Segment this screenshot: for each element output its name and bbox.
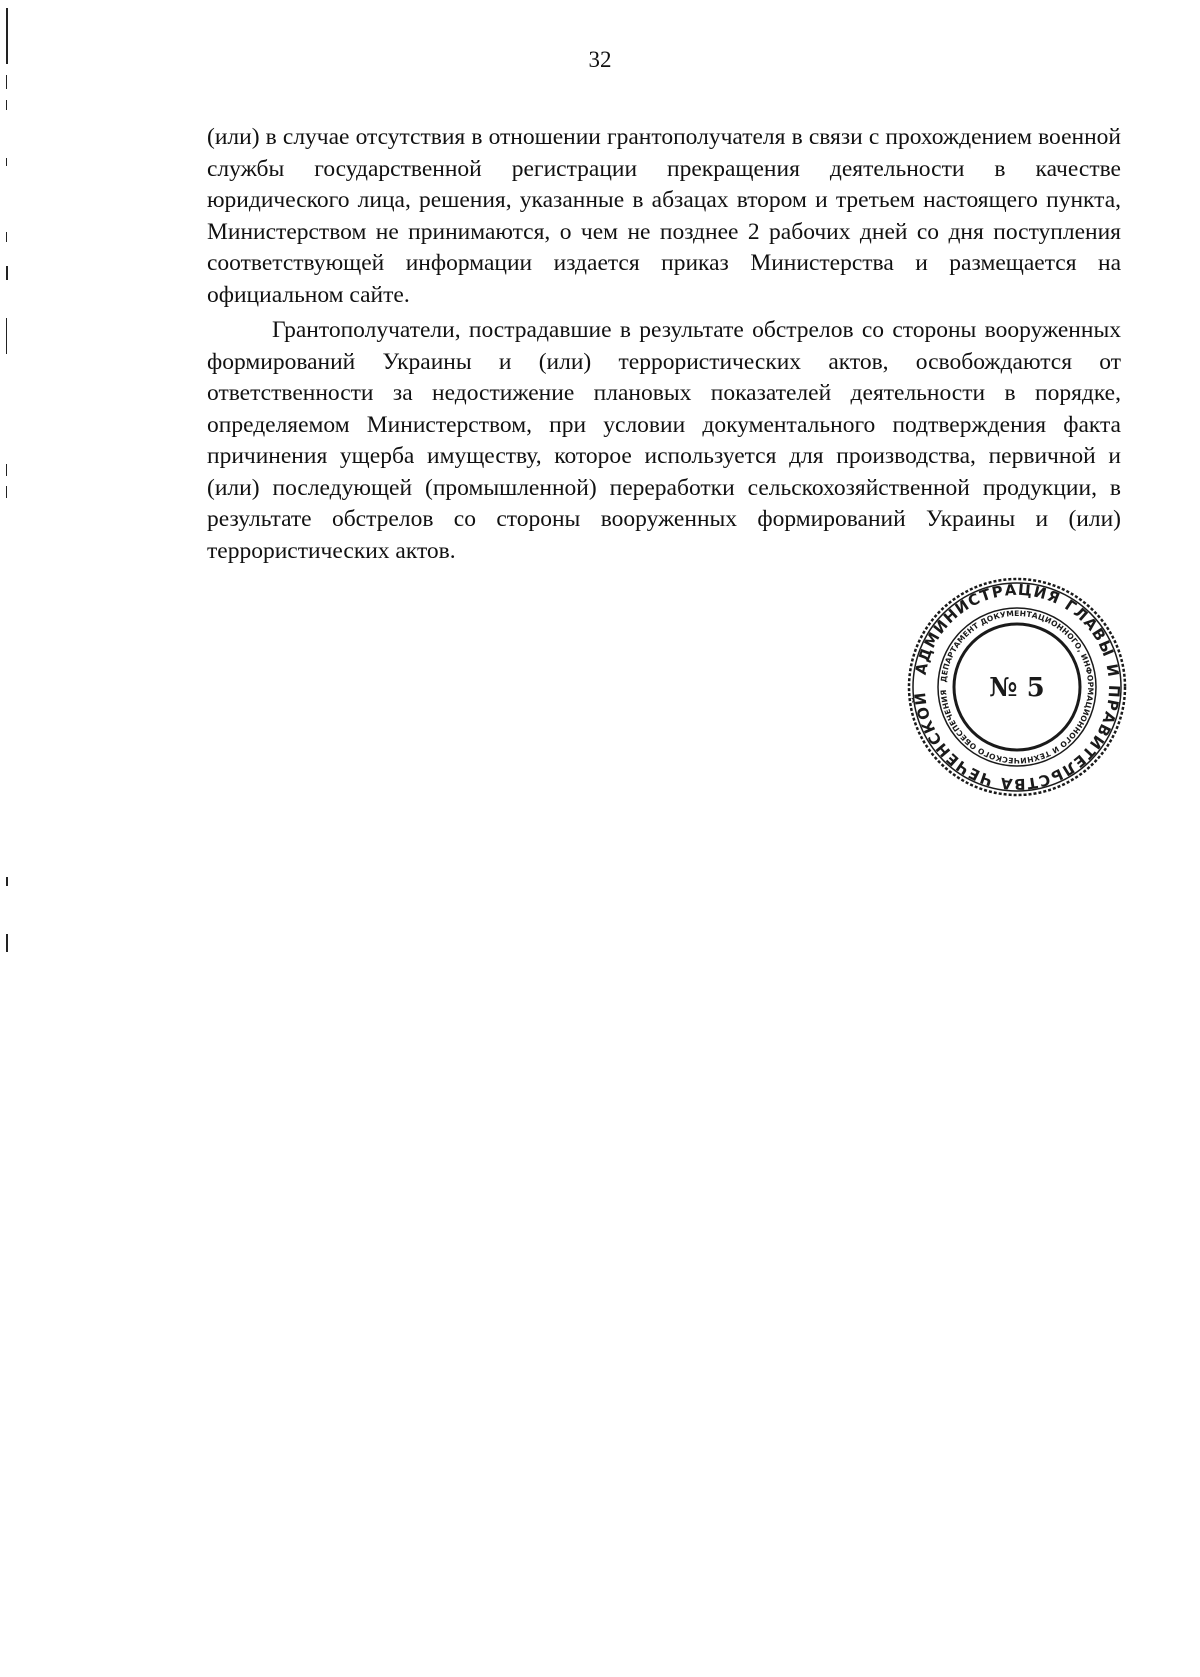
scan-edge-mark [6,877,8,886]
scan-edge-mark [6,158,7,166]
page-number: 32 [588,47,612,72]
paragraph-grant-recipients: Грантополучатели, пострадавшие в результате обстрелов со стороны вооруженных формирований Украины и (или) террористических актов, освобождаются от ответственности за недостижение плановых показателей деятельности в порядке, определяемом Министерством, при условии документального подтверждения факта причинения ущерба имуществу, которое используется для производства, первичной и (или) последующей (промышленной) переработки сельскохозяйственной продукции, в результате обстрелов со стороны вооруженных формирований Украины и (или) террористических актов. [207,317,1121,564]
seal-inner-text: ДЕПАРТАМЕНТ ДОКУМЕНТАЦИОННОГО, ИНФОРМАЦИОННОГО И ТЕХНИЧЕСКОГО ОБЕСПЕЧЕНИЯ [938,608,1096,766]
scan-edge-mark [6,232,7,242]
seal-outer-text: АДМИНИСТРАЦИЯ ГЛАВЫ И ПРАВИТЕЛЬСТВА ЧЕЧЕНСКОЙ [910,580,1124,794]
seal-number: № 5 [989,673,1045,703]
scan-edge-mark [6,486,7,498]
scan-edge-mark [6,934,8,952]
scan-edge-mark [6,75,7,89]
seal-graphic [905,575,1129,799]
scan-edge-mark [6,318,7,354]
paragraph-continuation: (или) в случае отсутствия в отношении грантополучателя в связи с прохождением военной службы государственной регистрации прекращения деятельности в качестве юридического лица, решения, указанные в абзацах втором и третьем настоящего пункта, Министерством не принимаются, о чем не позднее 2 рабочих дней со дня поступления соответствующей информации издается приказ Министерства и размещается на официальном сайте. [207,124,1121,308]
body-text [207,122,1121,567]
official-seal-stamp [905,575,1129,799]
scan-edge-mark [6,100,7,110]
scan-edge-mark [6,266,8,280]
scan-edge-mark [6,464,7,476]
